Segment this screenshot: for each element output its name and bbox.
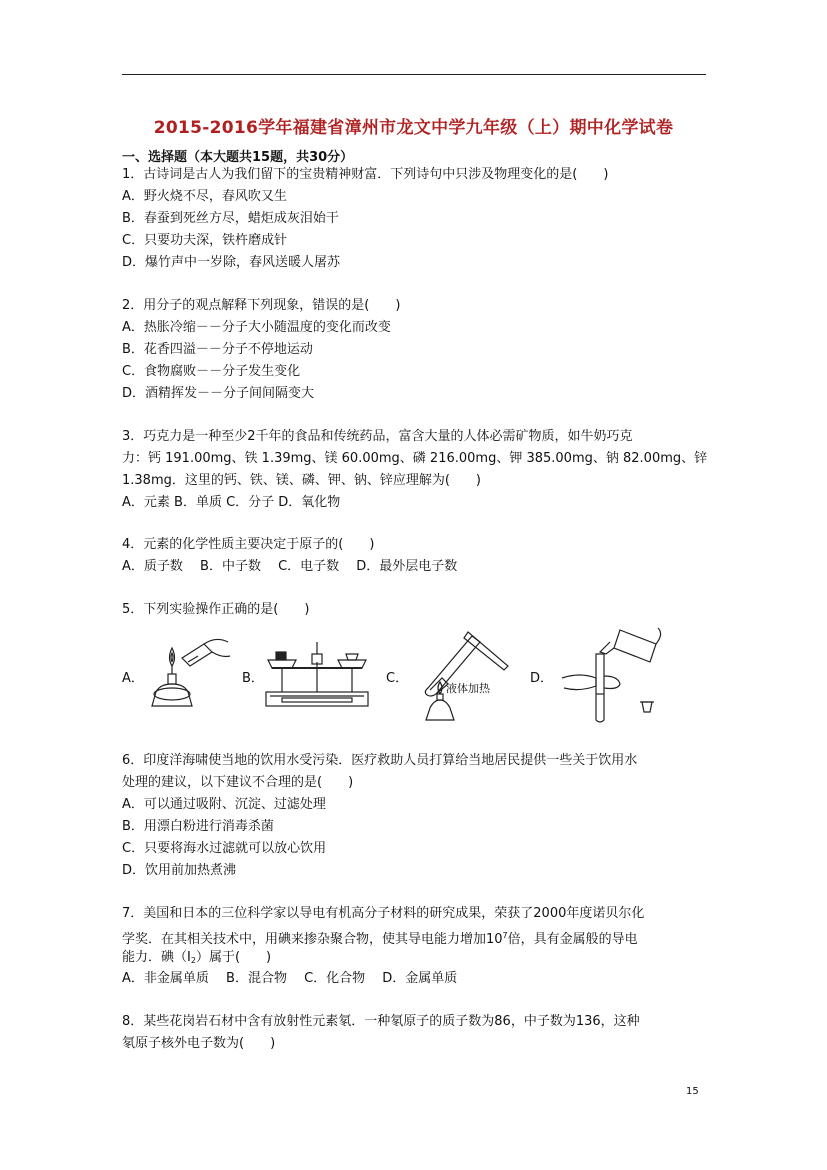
q1-option-d: D．爆竹声中一岁除，春风送暖人屠苏	[122, 255, 341, 270]
q1-option-b: B．春蚕到死丝方尽，蜡炬成灰泪始干	[122, 211, 339, 226]
q7-stem-line1: 7．美国和日本的三位科学家以导电有机高分子材料的研究成果，荣获了2000年度诺贝尔化	[122, 906, 645, 921]
pouring-liquid-figure	[560, 624, 666, 728]
q5-label-d: D．	[530, 671, 554, 686]
q5-label-c: C．	[386, 671, 409, 686]
liquid-heating-caption: 液体加热	[446, 682, 490, 695]
q7-options: A．非金属单质 B．混合物 C．化合物 D．金属单质	[122, 971, 458, 986]
section-heading: 一、选择题（本大题共15题，共30分）	[122, 150, 354, 165]
alcohol-lamp-figure	[142, 632, 234, 710]
q7-line3-text: 能力．碘（I	[122, 950, 191, 965]
q6-stem-line1: 6．印度洋海啸使当地的饮用水受污染．医疗救助人员打算给当地居民提供一些关于饮用水	[122, 753, 638, 768]
q3-stem-line2: 力：钙 191.00mg、铁 1.39mg、镁 60.00mg、磷 216.00mg、钾 385.00mg、钠 82.00mg、锌	[122, 451, 708, 466]
page-title: 2015-2016学年福建省漳州市龙文中学九年级（上）期中化学试卷	[153, 118, 674, 138]
q5-label-b: B．	[242, 671, 264, 686]
q2-option-c: C．食物腐败－－分子发生变化	[122, 364, 301, 379]
q7-line3-tail: ）属于( )	[195, 950, 272, 965]
q4-options: A．质子数 B．中子数 C．电子数 D．最外层电子数	[122, 559, 458, 574]
q3-stem-line3: 1.38mg．这里的钙、铁、镁、磷、钾、钠、锌应理解为( )	[122, 473, 482, 488]
q3-stem-line1: 3．巧克力是一种至少2千年的食品和传统药品，富含大量的人体必需矿物质，如牛奶巧克	[122, 429, 633, 444]
q6-stem-line2: 处理的建议，以下建议不合理的是( )	[122, 775, 354, 790]
q2-option-b: B．花香四溢－－分子不停地运动	[122, 342, 313, 357]
q2-option-d: D．酒精挥发－－分子间间隔变大	[122, 386, 315, 401]
q5-stem: 5．下列实验操作正确的是( )	[122, 602, 310, 617]
q2-option-a: A．热胀冷缩－－分子大小随温度的变化而改变	[122, 320, 391, 335]
q1-option-a: A．野火烧不尽，春风吹又生	[122, 189, 287, 204]
q7-subscript: 2	[190, 956, 196, 965]
q7-stem-line3	[122, 949, 271, 970]
q7-exponent: 7	[502, 931, 508, 940]
q1-option-c: C．只要功夫深，铁杵磨成针	[122, 233, 288, 248]
liquid-heating-figure	[408, 628, 518, 724]
q2-stem: 2．用分子的观点解释下列现象，错误的是( )	[122, 298, 401, 313]
q7-line2-tail: 倍，具有金属般的导电	[507, 932, 638, 947]
header-rule	[122, 74, 706, 75]
q3-options: A．元素 B．单质 C．分子 D．氧化物	[122, 495, 341, 510]
page-number: 15	[686, 1086, 699, 1097]
q5-label-a: A．	[122, 671, 144, 686]
q6-option-a: A．可以通过吸附、沉淀、过滤处理	[122, 797, 326, 812]
q6-option-c: C．只要将海水过滤就可以放心饮用	[122, 841, 327, 856]
q7-stem-line2	[122, 927, 638, 949]
q8-stem-line2: 氡原子核外电子数为( )	[122, 1036, 276, 1051]
q7-line2-text: 学奖．在其相关技术中，用碘来掺杂聚合物，使其导电能力增加10	[122, 932, 503, 947]
q6-option-d: D．饮用前加热煮沸	[122, 863, 237, 878]
q6-option-b: B．用漂白粉进行消毒杀菌	[122, 819, 274, 834]
q4-stem: 4．元素的化学性质主要决定于原子的( )	[122, 537, 375, 552]
q8-stem-line1: 8．某些花岗岩石材中含有放射性元素氡．一种氡原子的质子数为86，中子数为136，这种	[122, 1014, 640, 1029]
balance-figure	[262, 632, 372, 712]
q1-stem: 1．古诗词是古人为我们留下的宝贵精神财富．下列诗句中只涉及物理变化的是( )	[122, 167, 609, 182]
